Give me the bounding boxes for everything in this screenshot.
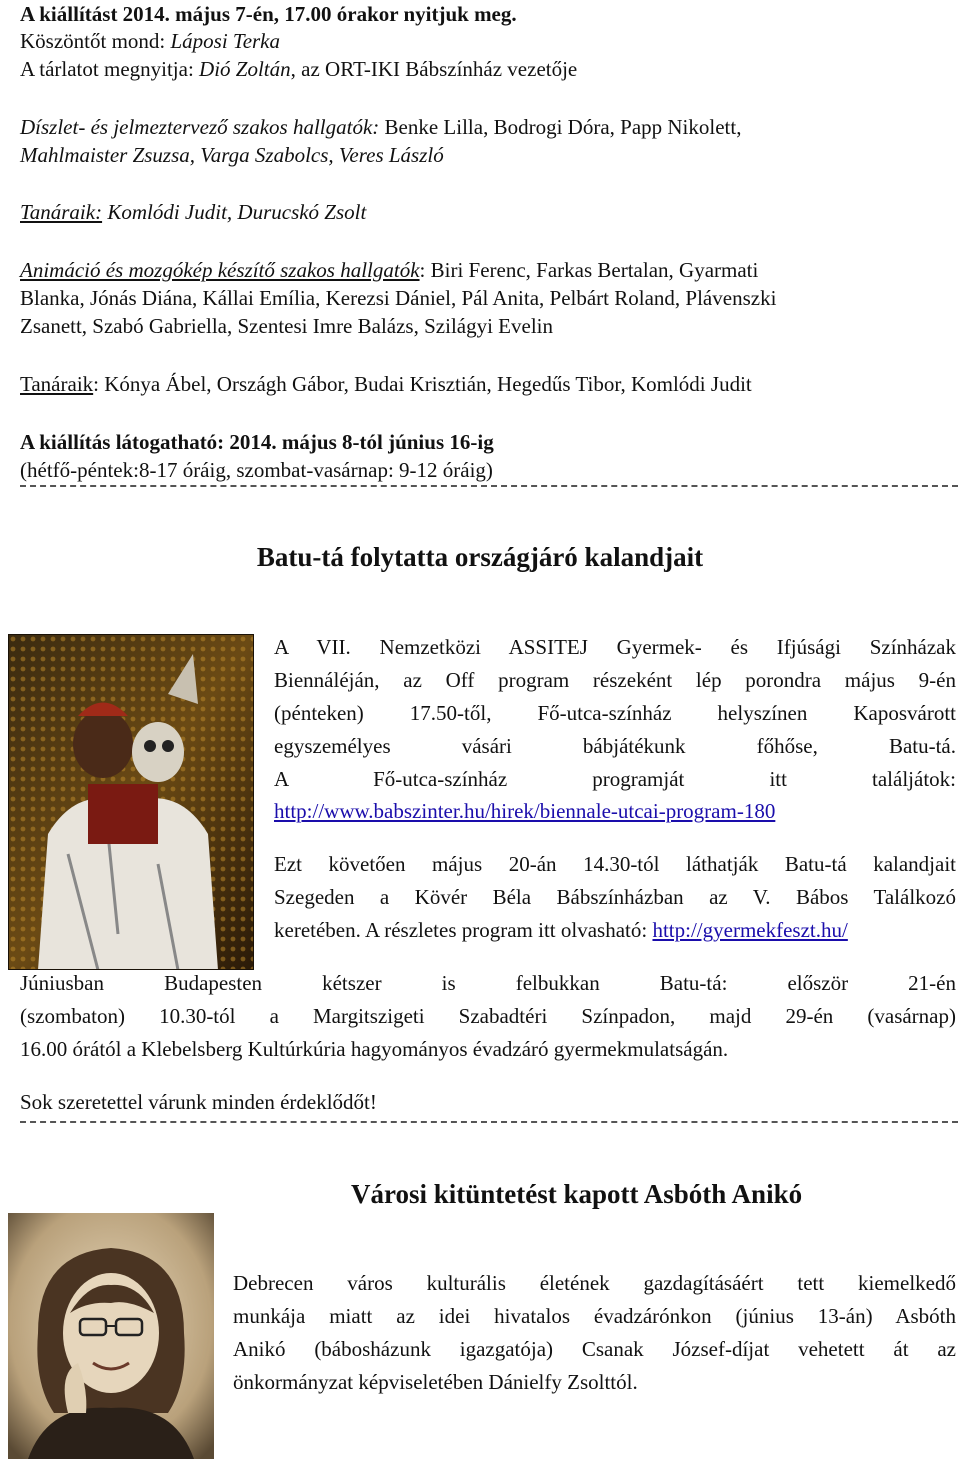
greeting-label: Köszöntőt mond: [20, 29, 171, 53]
award-line4 [233, 1368, 956, 1396]
award-text1: Debrecen város kulturális életének gazdagításáért tett kiemelkedő [233, 1271, 956, 1295]
batu-p2-text2: Szegeden a Kövér Béla Bábszínházban az V. Bábos Találkozó [274, 885, 956, 909]
opening-date: A kiállítást 2014. május 7-én, 17.00 órakor nyitjuk meg. [20, 2, 517, 26]
design-teachers-names: Komlódi Judit, Durucskó Zsolt [102, 200, 367, 224]
batu-p3-line3 [20, 1035, 956, 1063]
batu-p1-text3: (pénteken) 17.50-től, Fő-utca-színház helyszínen Kaposvárott [274, 701, 956, 725]
animation-students-line1 [20, 256, 758, 284]
batu-p2-text1: Ezt követően május 20-án 14.30-tól láthatják Batu-tá kalandjait [274, 852, 956, 876]
batu-p3-text2: (szombaton) 10.30-tól a Margitszigeti Szabadtéri Színpadon, majd 29-én (vasárnap) [20, 1004, 956, 1028]
batu-p2-line3 [274, 916, 956, 944]
batu-p1-line4 [274, 732, 956, 760]
portrait-image [8, 1213, 214, 1459]
batu-p1-text5: A Fő-utca-színház programját itt találjátok: [274, 767, 956, 791]
batu-p1-line3 [274, 699, 956, 727]
design-students-line1 [20, 113, 741, 141]
design-students-names-2: Mahlmaister Zsuzsa, Varga Szabolcs, Veres László [20, 143, 444, 167]
portrait-photo [8, 1213, 214, 1459]
batu-p2-text3: keretében. A részletes program itt olvasható: [274, 918, 653, 942]
visiting-dates: A kiállítás látogatható: 2014. május 8-tól június 16-ig [20, 430, 494, 454]
closing-line: Sok szeretettel várunk minden érdeklődőt! [20, 1090, 377, 1114]
opener-label: A tárlatot megnyitja: [20, 57, 200, 81]
batu-p3-text1: Júniusban Budapesten kétszer is felbukkan Batu-tá: először 21-én [20, 971, 956, 995]
puppet-photo [8, 634, 254, 970]
batu-p2-line1 [274, 850, 956, 878]
opener-name: Dió Zoltán [199, 57, 291, 81]
design-students-label: Díszlet- és jelmeztervező szakos hallgatók: [20, 115, 380, 139]
greeting-line [20, 27, 280, 55]
award-line1 [233, 1269, 956, 1297]
batu-p1-line1 [274, 633, 956, 661]
batu-p1-text2: Biennáléján, az Off program részeként lép porondra május 9-én [274, 668, 956, 692]
divider-2 [20, 1121, 958, 1123]
batu-p1-line5 [274, 765, 956, 793]
animation-students-names-3: Zsanett, Szabó Gabriella, Szentesi Imre Balázs, Szilágyi Evelin [20, 314, 553, 338]
batu-p3-line2 [20, 1002, 956, 1030]
award-text4: önkormányzat képviseletében Dánielfy Zsolttól. [233, 1370, 638, 1394]
batu-p1-text1: A VII. Nemzetközi ASSITEJ Gyermek- és Ifjúsági Színházak [274, 635, 956, 659]
animation-teachers-label: Tanáraik [20, 372, 94, 396]
batu-title: Batu-tá folytatta országjáró kalandjait [256, 542, 704, 572]
greeting-name: Láposi Terka [170, 29, 281, 53]
babszinter-link[interactable]: http://www.babszinter.hu/hirek/biennale-utcai-program-180 [274, 799, 776, 823]
animation-students-names-2: Blanka, Jónás Diána, Kállai Emília, Kerezsi Dániel, Pál Anita, Pelbárt Roland, Plávenszki [20, 286, 777, 310]
batu-p1-line2 [274, 666, 956, 694]
batu-p3-line1 [20, 969, 956, 997]
batu-p2-line2 [274, 883, 956, 911]
opener-line [20, 55, 577, 83]
visiting-hours: (hétfő-péntek:8-17 óráig, szombat-vasárnap: 9-12 óráig) [20, 458, 493, 482]
award-title: Városi kitüntetést kapott Asbóth Anikó [351, 1179, 803, 1209]
animation-students-label: Animáció és mozgókép készítő szakos hallgatók [20, 258, 420, 282]
animation-teachers-line [20, 370, 752, 398]
design-students-names-1: Benke Lilla, Bodrogi Dóra, Papp Nikolett, [379, 115, 742, 139]
design-teachers-label: Tanáraik: [20, 200, 103, 224]
gyermekfeszt-link[interactable]: http://gyermekfeszt.hu/ [652, 918, 848, 942]
batu-p1-text4: egyszemélyes vásári bábjátékunk főhőse, Batu-tá. [274, 734, 956, 758]
award-text2: munkája miatt az idei hivatalos évadzárónkon (június 13-án) Asbóth [233, 1304, 956, 1328]
puppet-image [8, 634, 254, 970]
award-text3: Anikó (bábosházunk igazgatója) Csanak József-díjat vehetett át az [233, 1337, 956, 1361]
opener-rest: , az ORT-IKI Bábszínház vezetője [290, 57, 578, 81]
batu-p3-text3: 16.00 órától a Klebelsberg Kultúrkúria hagyományos évadzáró gyermekmulatságán. [20, 1037, 729, 1061]
animation-students-names-1: : Biri Ferenc, Farkas Bertalan, Gyarmati [419, 258, 759, 282]
award-line3 [233, 1335, 956, 1363]
animation-teachers-names: : Kónya Ábel, Országh Gábor, Budai Krisztián, Hegedűs Tibor, Komlódi Judit [93, 372, 752, 396]
design-teachers-line [20, 198, 366, 226]
award-line2 [233, 1302, 956, 1330]
batu-link1-line [274, 797, 956, 825]
divider-1 [20, 485, 958, 487]
